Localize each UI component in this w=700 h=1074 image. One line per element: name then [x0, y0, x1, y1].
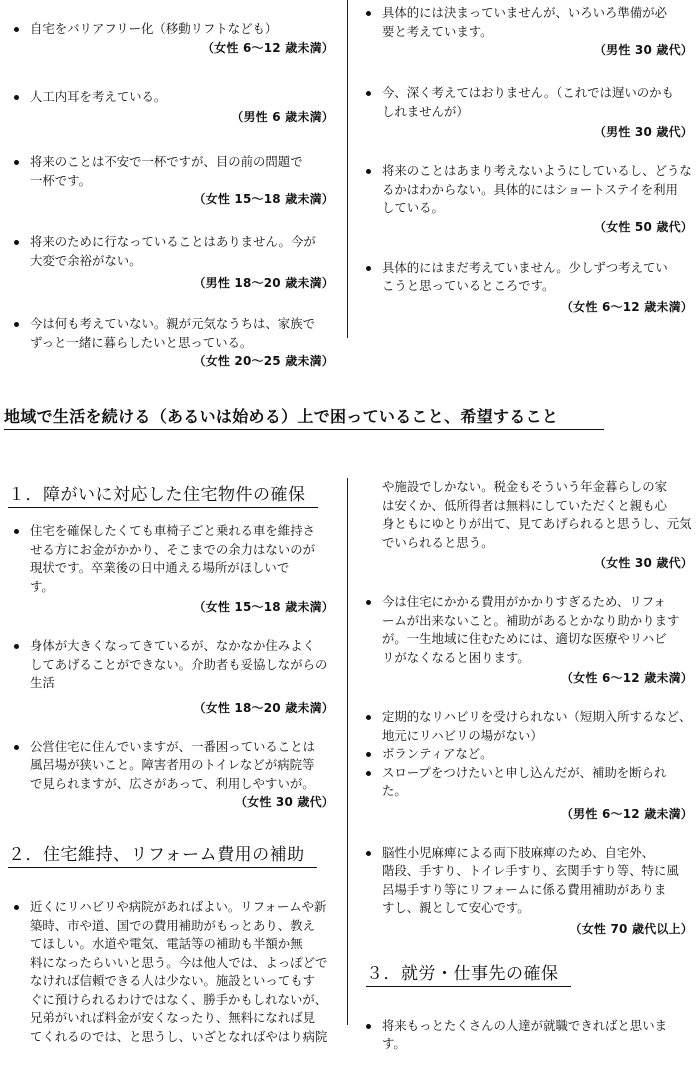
comment-text: 生活 — [30, 675, 55, 690]
respondent-attribute: （女性 70 歳代以上） — [569, 921, 693, 936]
respondent-attribute: （女性 6～12 歳未満） — [560, 671, 693, 685]
comment-text: リがなくなると困ります。 — [382, 649, 530, 665]
comment-text: 将来のことはあまり考えないようにしているし、どうな — [360, 162, 693, 181]
comment-entry — [8, 88, 334, 128]
respondent-attribute: （女性 6～12 歳未満） — [560, 299, 693, 314]
comment-entry — [360, 593, 693, 688]
comment-text: 自宅をバリアフリー化（移動リフトなども） — [8, 20, 334, 39]
comment-text: 具体的には決まっていませんが、いろいろ準備が必 — [360, 4, 693, 23]
comment-text: 現状です。卒業後の日中通える場所がほしいで — [30, 560, 290, 575]
comment-text: 今は住宅にかかる費用がかかりすぎるため、リフォ — [360, 593, 693, 612]
comment-text: るかはわからない。具体的にはショートステイを利用 — [382, 181, 678, 197]
respondent-attribute: （女性 18～20 歳未満） — [193, 700, 334, 715]
comment-entry — [360, 4, 693, 60]
comment-text: 公営住宅に住んでいますが、一番困っていることは — [8, 738, 334, 757]
comment-text: す。 — [382, 1036, 406, 1051]
comment-text: こうと思っているところです。 — [382, 278, 555, 293]
top-left-column — [8, 0, 334, 391]
comment-text: 具体的にはまだ考えていません。少しずつ考えてい — [360, 259, 693, 278]
respondent-attribute: （女性 20～25 歳未満） — [193, 354, 334, 368]
comment-entry — [360, 84, 693, 142]
comment-entry — [8, 522, 334, 617]
comment-text: ぐに預けられるわけではなく、勝手かもしれないが、 — [30, 991, 328, 1007]
respondent-attribute: （女性 50 歳代） — [593, 219, 693, 234]
comment-entry — [8, 738, 334, 813]
comment-text: でいられると思う。 — [382, 534, 494, 550]
comment-text: 近くにリハビリや病院があればよい。リフォームや新 — [8, 898, 334, 917]
comment-text: ずっと一緒に暮らしたいと思っている。 — [30, 334, 253, 350]
comment-text: 風呂場が狭いこと。障害者用のトイレなどが病院等 — [30, 757, 315, 772]
subsection-heading-employment: ３．就労・仕事先の確保 — [366, 959, 571, 987]
comment-text: しれませんが） — [382, 103, 469, 119]
comment-text: スロープをつけたいと申し込んだが、補助を断られ — [360, 764, 693, 783]
comment-entry — [360, 1017, 693, 1054]
comment-text: 脳性小児麻痺による両下肢麻痺のため、自宅外、 — [360, 844, 693, 863]
comment-entry — [8, 20, 334, 58]
comment-entry — [8, 233, 334, 293]
comment-text: なければ信頼できる人は少ない。施設といってもす — [30, 973, 315, 988]
comment-text: 築時、市や道、国での費用補助がもっとあり、教え — [30, 917, 315, 933]
comment-entry — [360, 162, 693, 237]
respondent-attribute: （女性 15～18 歳未満） — [193, 192, 334, 206]
comment-text: 住宅を確保したくても車椅子ごと乗れる車を維持さ — [8, 522, 334, 541]
bottom-right-column — [360, 478, 693, 1074]
respondent-attribute: （男性 6 歳未満） — [231, 110, 334, 124]
comment-text: 将来のことは不安で一杯ですが、目の前の問題で — [8, 153, 334, 172]
respondent-attribute: （女性 15～18 歳未満） — [193, 600, 334, 614]
comment-text: 大変で余裕がない。 — [30, 252, 142, 268]
respondent-attribute: （男性 30 歳代） — [593, 43, 693, 57]
comment-text: 身ともにゆとりが出て、見てあげられると思うし、元気 — [382, 516, 692, 531]
comment-text: す。 — [30, 578, 54, 594]
respondent-attribute: （男性 18～20 歳未満） — [193, 276, 334, 290]
comment-entry — [8, 153, 334, 209]
comment-text: た。 — [382, 783, 407, 798]
comment-entry-continued — [360, 478, 693, 573]
column-divider — [347, 478, 348, 1025]
column-divider — [347, 0, 348, 338]
comment-text: 定期的なリハビリを受けられない（短期入所するなど、 — [360, 708, 693, 727]
top-right-column — [360, 0, 693, 337]
comment-text: で見られますが、広さがあって、利用しやすいが。 — [30, 775, 315, 791]
comment-text: 身体が大きくなってきているが、なかなか住みよく — [8, 637, 334, 656]
comment-text: している。 — [382, 200, 444, 215]
comment-text: ームが出来ないこと。補助があるとかなり助かります — [382, 612, 680, 628]
respondent-attribute: （男性 6～12 歳未満） — [560, 806, 693, 821]
comment-text: 要と考えています。 — [382, 23, 493, 39]
comment-text: てくれるのでは、と思うし、いざとなればやはり病院 — [30, 1028, 328, 1044]
comment-entry — [360, 844, 693, 939]
comment-text: 呂場手すり等にリフォームに係る費用補助がありま — [382, 881, 667, 897]
respondent-attribute: （女性 30 歳代） — [234, 795, 334, 809]
comment-entry — [360, 259, 693, 317]
comment-text: 兄弟がいれば料金が安くなったり、無料になれば見 — [30, 1010, 315, 1025]
comment-text: てほしい。水道や電気、電話等の補助も半額か無 — [30, 936, 303, 951]
comment-text: や施設でしかない。税金もそういう年金暮らしの家 — [382, 479, 667, 494]
comment-entry — [8, 637, 334, 718]
comment-text: が。一生地域に住むためには、適切な医療やリハビ — [382, 631, 667, 646]
comment-text: 料になったらいいと思う。今は他人では、よっぽどで — [30, 954, 328, 970]
section-title: 地域で生活を続ける（あるいは始める）上で困っていること、希望すること — [4, 404, 604, 430]
comment-text: ボランティアなど。 — [360, 745, 693, 764]
comment-text: せる方にお金がかかり、そこまでの余力はないのが — [30, 541, 315, 557]
bottom-left-column — [8, 478, 334, 1066]
comment-text: 人工内耳を考えている。 — [8, 88, 334, 107]
comment-text: 将来のために行なっていることはありません。今が — [8, 233, 334, 252]
comment-text: 地元にリハビリの場がない） — [382, 727, 543, 743]
subsection-heading-reform-subsidy: ２．住宅維持、リフォーム費用の補助 — [8, 840, 317, 868]
comment-text: 今は何も考えていない。親が元気なうちは、家族で — [8, 315, 334, 334]
comment-text: 一杯です。 — [30, 172, 91, 188]
comment-text: 今、深く考えてはおりません。（これでは遅いのかも — [360, 84, 693, 103]
comment-entry — [8, 898, 334, 1046]
comment-text: は安くか、低所得者は無料にしていただくと親も心 — [382, 497, 667, 513]
comment-text: 将来もっとたくさんの人達が就職できればと思いま — [360, 1017, 693, 1036]
respondent-attribute: （女性 6～12 歳未満） — [201, 40, 334, 55]
comment-text: してあげることができない。介助者も妥協しながらの — [30, 656, 328, 672]
subsection-heading-housing: １．障がいに対応した住宅物件の確保 — [8, 480, 318, 508]
comment-entry — [8, 315, 334, 371]
respondent-attribute: （男性 30 歳代） — [593, 125, 693, 139]
comment-text: すし、親として安心です。 — [382, 900, 530, 915]
comment-entry-group — [360, 708, 693, 824]
comment-text: 階段、手すり、トイレ手すり、玄関手すり等、特に風 — [382, 863, 679, 878]
respondent-attribute: （女性 30 歳代） — [593, 556, 693, 570]
